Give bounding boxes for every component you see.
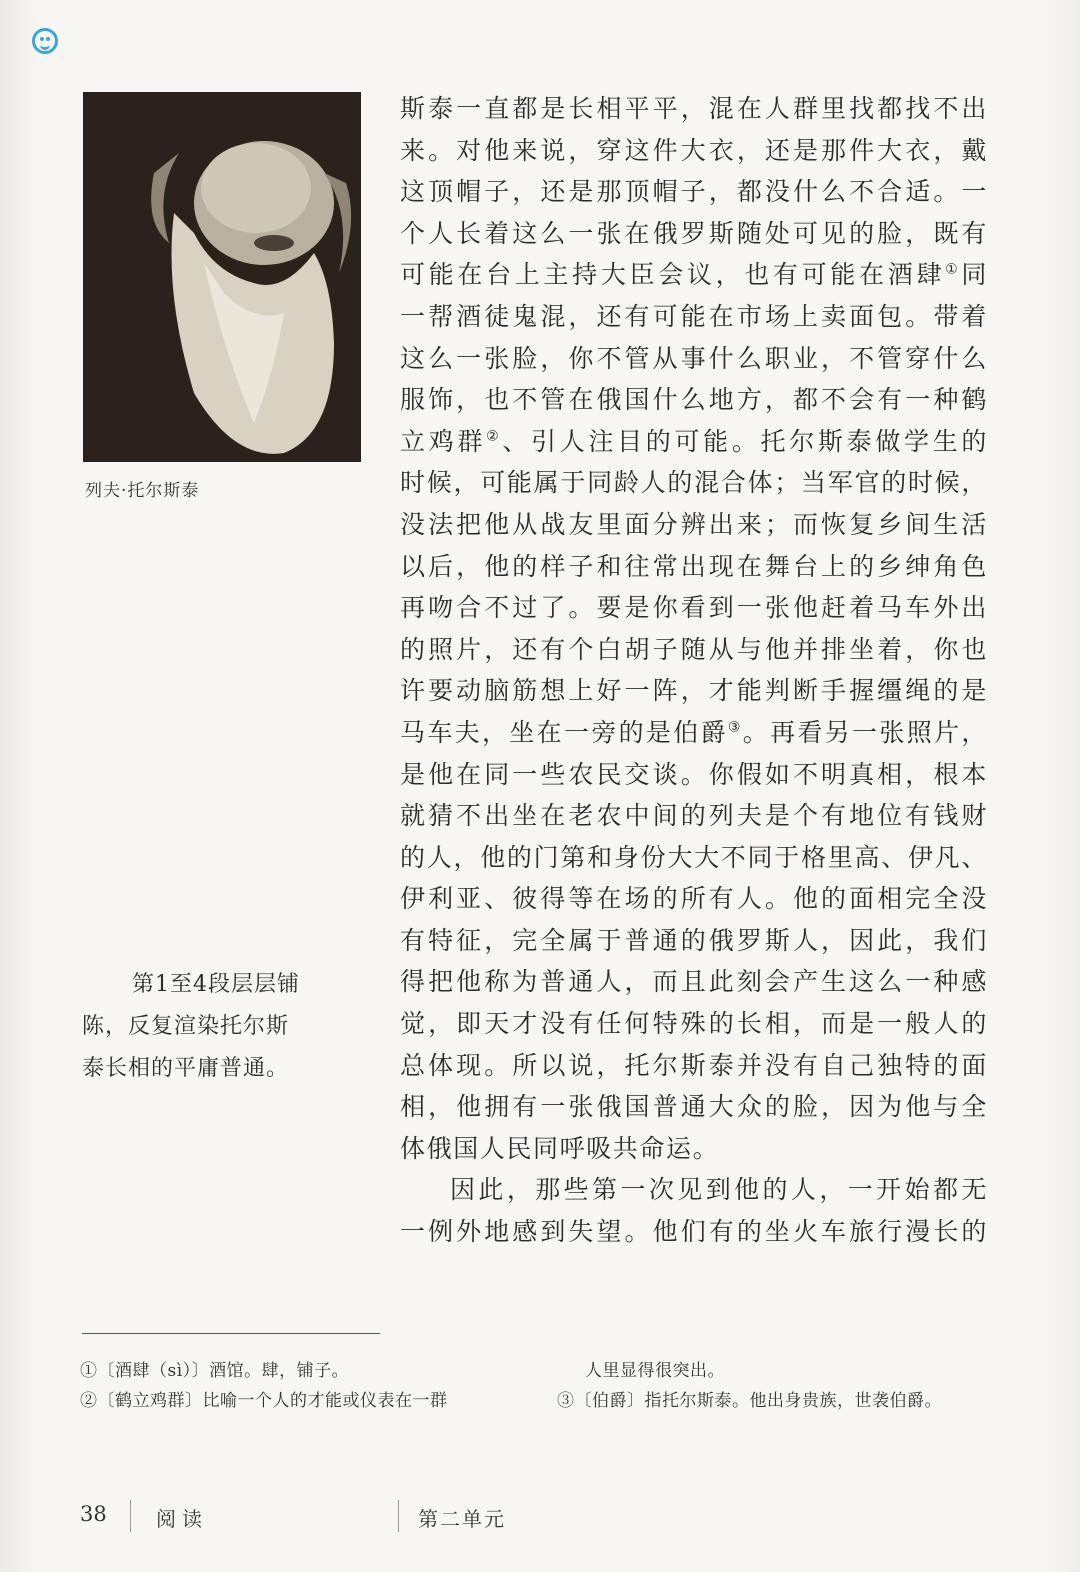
paragraph-line: 服饰，也不管在俄国什么地方，都不会有一种鹤: [400, 385, 988, 415]
paragraph-line: 一例外地感到失望。他们有的坐火车旅行漫长的: [400, 1217, 988, 1247]
paragraph-line: 时候，可能属于同龄人的混合体；当军官的时候，: [400, 468, 988, 498]
paragraph-line: 来。对他来说，穿这件大衣，还是那件大衣，戴: [400, 135, 988, 165]
footnote-marker[interactable]: ②: [486, 428, 503, 445]
paragraph-line: 再吻合不过了。要是你看到一张他赶着马车外出: [400, 593, 988, 623]
paragraph-line: 许要动脑筋想上好一阵，才能判断手握缰绳的是: [400, 676, 988, 706]
paragraph-line: 是他在同一些农民交谈。你假如不明真相，根本: [400, 759, 988, 789]
portrait-caption: 列夫·托尔斯泰: [85, 481, 200, 501]
footer-section: 阅读: [156, 1507, 208, 1531]
footer-unit: 第二单元: [418, 1507, 506, 1531]
paragraph-line: 以后，他的样子和往常出现在舞台上的乡绅角色: [400, 551, 988, 581]
page-number: 38: [80, 1502, 107, 1526]
paragraph-line: 没法把他从战友里面分辨出来；而恢复乡间生活: [400, 509, 988, 539]
paragraph-line: 觉，即天才没有任何特殊的长相，而是一般人的: [400, 1009, 988, 1039]
paragraph-line: 斯泰一直都是长相平平，混在人群里找都找不出: [400, 94, 988, 123]
paragraph-line: 的人，他的门第和身份大大不同于格里高、伊凡、: [400, 842, 988, 872]
paragraph-line: 总体现。所以说，托尔斯泰并没有自己独特的面: [400, 1050, 988, 1080]
smiley-icon[interactable]: [32, 28, 58, 54]
footer-divider: [130, 1500, 131, 1532]
paragraph-line: 就猜不出坐在老农中间的列夫是个有地位有钱财: [400, 801, 988, 831]
paragraph-line: 个人长着这么一张在俄罗斯随处可见的脸，既有: [400, 218, 988, 248]
paragraph-line: 得把他称为普通人，而且此刻会产生这么一种感: [400, 967, 988, 997]
footnote-2-continued: 人里显得很突出。: [585, 1361, 725, 1381]
footnote-divider: [82, 1333, 380, 1334]
footnote-1: ①〔酒肆（sì）〕酒馆。肆，铺子。: [80, 1361, 350, 1381]
footnote-3: ③〔伯爵〕指托尔斯泰。他出身贵族，世袭伯爵。: [557, 1391, 942, 1411]
paragraph-line: 一帮酒徒鬼混，还有可能在市场上卖面包。带着: [400, 301, 988, 331]
paragraph-line: 这么一张脸，你不管从事什么职业，不管穿什么: [400, 343, 988, 373]
footnote-2: ②〔鹤立鸡群〕比喻一个人的才能或仪表在一群: [80, 1391, 448, 1411]
footer-divider: [398, 1500, 399, 1532]
paragraph-line: 因此，那些第一次见到他的人，一开始都无: [450, 1175, 988, 1205]
paragraph-line: 相，他拥有一张俄国普通大众的脸，因为他与全: [400, 1092, 988, 1122]
paragraph-line: 立鸡群②、引人注目的可能。托尔斯泰做学生的: [400, 426, 988, 456]
footnote-marker[interactable]: ①: [945, 262, 962, 279]
paragraph-line: 有特征，完全属于普通的俄罗斯人，因此，我们: [400, 925, 988, 955]
paragraph-line: 的照片，还有个白胡子随从与他并排坐着，你也: [400, 634, 988, 664]
main-text: [400, 88, 988, 1253]
margin-note: 第1至4段层层铺 陈，反复渲染托尔斯 泰长相的平庸普通。: [82, 972, 300, 1081]
paragraph-line: 这顶帽子，还是那顶帽子，都没什么不合适。一: [400, 177, 988, 207]
paragraph-line: 可能在台上主持大臣会议，也有可能在酒肆①同: [400, 260, 988, 290]
paragraph-line: 体俄国人民同呼吸共命运。: [400, 1133, 720, 1163]
tolstoy-portrait: [83, 92, 361, 462]
paragraph-line: 伊利亚、彼得等在场的所有人。他的面相完全没: [400, 884, 988, 914]
paragraph-line: 马车夫，坐在一旁的是伯爵③。再看另一张照片，: [400, 717, 989, 747]
footnote-marker[interactable]: ③: [727, 719, 743, 736]
